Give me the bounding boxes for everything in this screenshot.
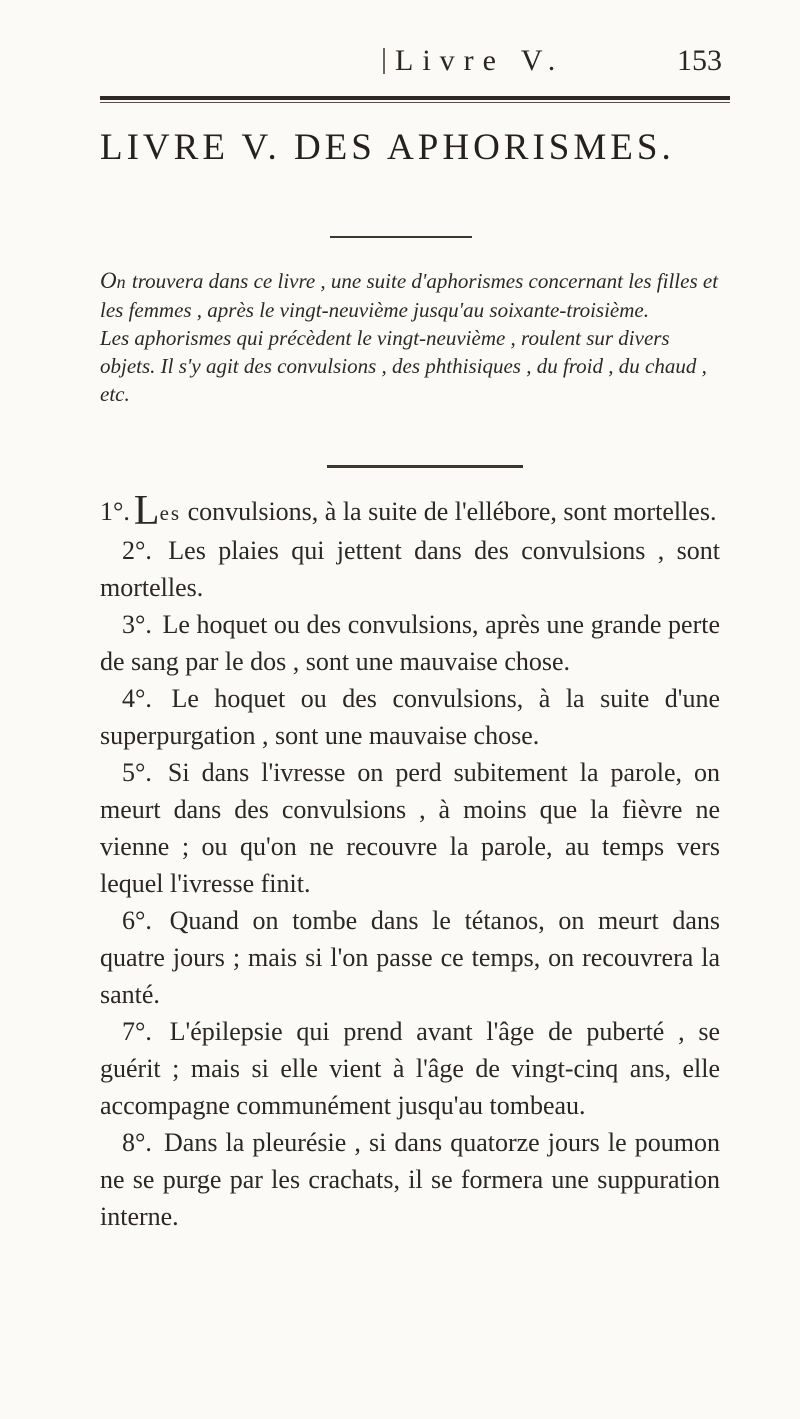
- aphorism-number: 5°.: [122, 758, 152, 787]
- aphorism-number: 1°.: [100, 497, 130, 526]
- aphorism-item: [100, 488, 720, 534]
- aphorism-item: [100, 1013, 720, 1124]
- aphorism-number: 4°.: [122, 684, 152, 713]
- aphorism-text: Les plaies qui jettent dans des convulsions , sont mortelles.: [100, 536, 721, 602]
- aphorism-text: convulsions, à la suite de l'ellébore, sont mortelles.: [187, 497, 717, 526]
- page-number: 153: [677, 44, 722, 77]
- drop-cap: L: [133, 488, 160, 534]
- aphorism-item: [100, 902, 720, 1013]
- aphorism-item: [100, 1124, 720, 1235]
- header-rule-thick: [100, 96, 730, 100]
- intro-first-letter: O: [100, 268, 117, 293]
- aphorism-item: [100, 532, 720, 606]
- aphorism-text: Si dans l'ivresse on perd subitement la parole, on meurt dans des convulsions , à moins que la fièvre ne vienne ; ou qu'on ne recouvre la parole, au temps vers lequel l'ivresse finit.: [100, 758, 720, 898]
- header-rule-thin: [100, 102, 730, 103]
- aphorism-number: 3°.: [122, 610, 152, 639]
- aphorisms-list: [100, 488, 721, 1235]
- intro-paragraph-1-text: trouvera dans ce livre , une suite d'aphorismes concernant les filles et les femmes , après le vingt-neuvième jusqu'au soixante-troisième.: [100, 269, 719, 322]
- aphorism-item: [100, 680, 720, 754]
- aphorism-number: 8°.: [122, 1128, 152, 1157]
- running-head: [0, 44, 800, 84]
- intro-paragraph-1: [100, 267, 720, 324]
- running-head-bar: [383, 48, 385, 74]
- aphorism-number: 2°.: [122, 536, 152, 565]
- aphorism-text: L'épilepsie qui prend avant l'âge de puberté , se guérit ; mais si elle vient à l'âge de vingt-cinq ans, elle accompagne communément jusqu'au tombeau.: [100, 1017, 720, 1120]
- separator-rule: [327, 465, 523, 468]
- aphorism-item: [100, 606, 720, 680]
- running-title: Livre V.: [395, 44, 565, 77]
- intro-paragraph-2: Les aphorismes qui précèdent le vingt-neuvième , roulent sur divers objets. Il s'y agit des convulsions , des phthisiques , du froid , du chaud , etc.: [100, 326, 707, 406]
- aphorism-number: 6°.: [122, 906, 152, 935]
- aphorism-number: 7°.: [122, 1017, 152, 1046]
- aphorism-text: Quand on tombe dans le tétanos, on meurt dans quatre jours ; mais si l'on passe ce temps, on recouvrera la santé.: [100, 906, 720, 1009]
- aphorism-text: Dans la pleurésie , si dans quatorze jours le poumon ne se purge par les crachats, il se formera une suppuration interne.: [100, 1128, 721, 1231]
- drop-cap-rest: es: [159, 501, 182, 525]
- separator-rule: [330, 236, 472, 238]
- intro-summary: [100, 267, 720, 408]
- page-title: LIVRE V. DES APHORISMES.: [100, 127, 675, 168]
- aphorism-text: Le hoquet ou des convulsions, après une grande perte de sang par le dos , sont une mauvaise chose.: [100, 610, 720, 676]
- aphorism-item: [100, 754, 720, 902]
- intro-first-word-rest: n: [116, 272, 127, 292]
- aphorism-text: Le hoquet ou des convulsions, à la suite d'une superpurgation , sont une mauvaise chose.: [100, 684, 721, 750]
